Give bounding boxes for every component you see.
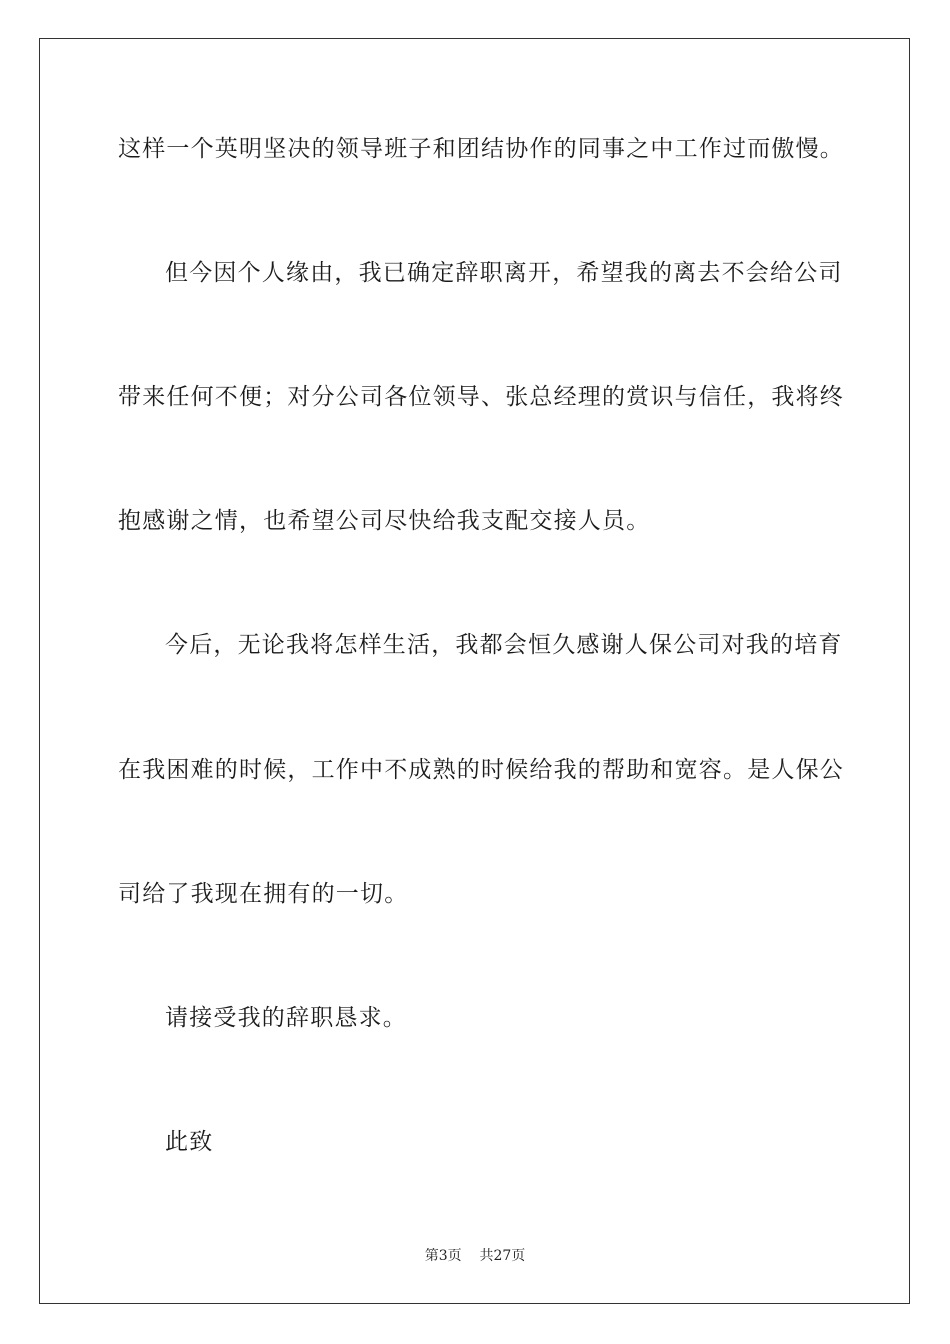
page-footer xyxy=(0,1246,950,1266)
salutation-line: 此致 xyxy=(165,1129,214,1155)
page-frame xyxy=(39,38,910,1304)
page-number: 第3页 xyxy=(424,1248,462,1264)
body-line-3: 带来任何不便；对分公司各位领导、张总经理的赏识与信任，我将终 xyxy=(118,384,844,410)
paragraph-start-line: 今后，无论我将怎样生活，我都会恒久感谢人保公司对我的培育 xyxy=(165,632,843,658)
body-line-6: 在我困难的时候，工作中不成熟的时候给我的帮助和宽容。是人保公 xyxy=(118,757,844,783)
body-line-4: 抱感谢之情，也希望公司尽快给我支配交接人员。 xyxy=(118,508,651,534)
paragraph-start-line: 但今因个人缘由，我已确定辞职离开，希望我的离去不会给公司 xyxy=(165,260,843,286)
page-total: 共27页 xyxy=(479,1248,526,1264)
body-line-7: 司给了我现在拥有的一切。 xyxy=(118,881,409,907)
request-line: 请接受我的辞职恳求。 xyxy=(165,1005,407,1031)
body-line-1: 这样一个英明坚决的领导班子和团结协作的同事之中工作过而傲慢。 xyxy=(118,136,844,162)
